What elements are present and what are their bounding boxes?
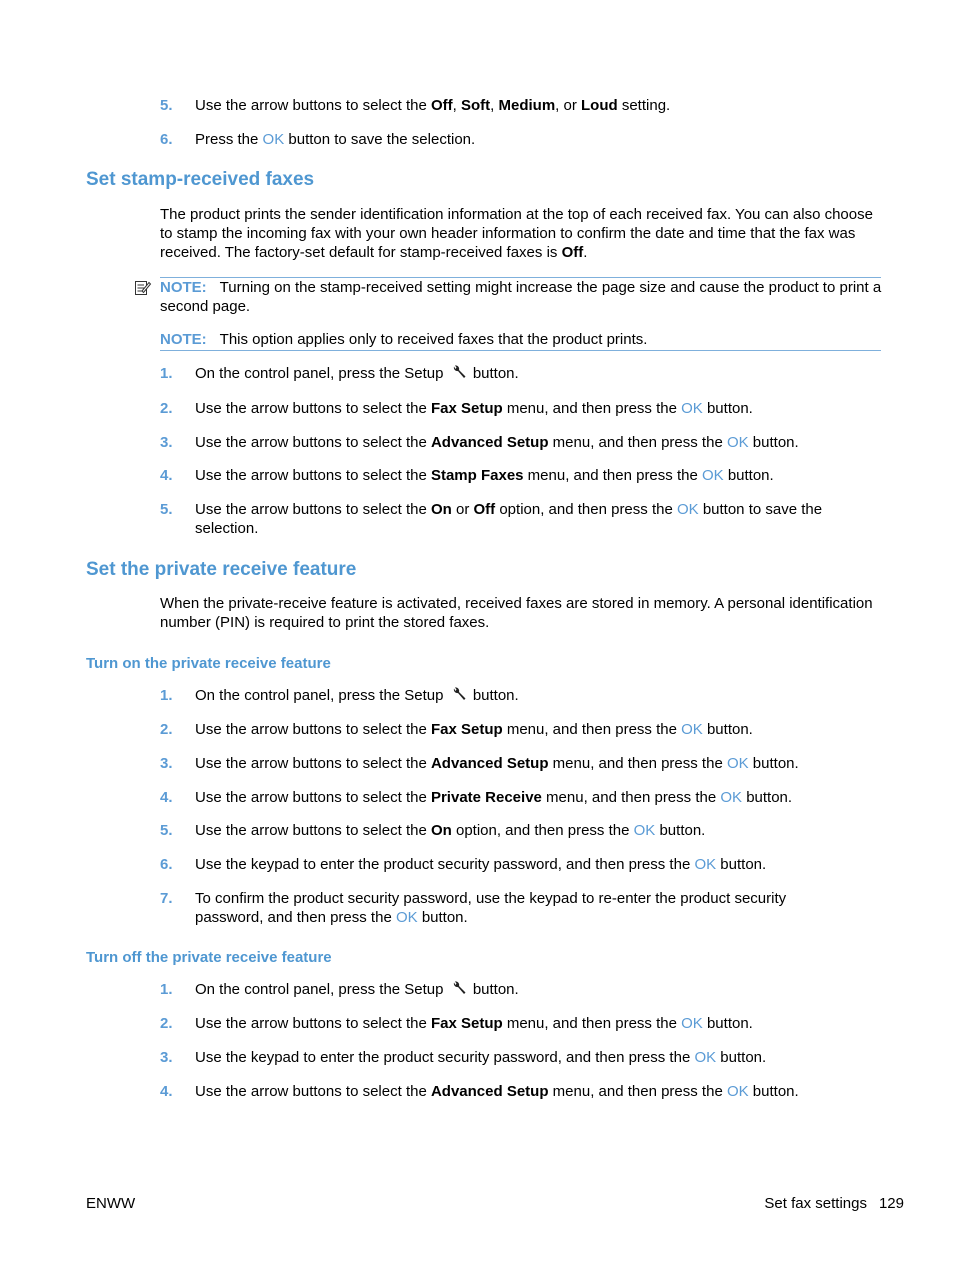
step-text: Use the arrow buttons to select the On or Off option, and then press the OK button to save the selection. bbox=[195, 501, 823, 537]
note-icon bbox=[134, 279, 152, 297]
step-text: Use the arrow buttons to select the Stamp Faxes menu, and then press the OK button. bbox=[195, 467, 774, 484]
step-number: 3. bbox=[160, 434, 173, 451]
step-number: 5. bbox=[160, 501, 173, 518]
step-text: Use the arrow buttons to select the Fax Setup menu, and then press the OK button. bbox=[195, 1015, 753, 1032]
step-text: Use the keypad to enter the product security password, and then press the OK button. bbox=[195, 856, 767, 873]
step-number: 6. bbox=[160, 856, 173, 873]
note-2: NOTE: This option applies only to received faxes that the product prints. bbox=[160, 331, 648, 348]
step-text: Use the arrow buttons to select the Advanced Setup menu, and then press the OK button. bbox=[195, 1083, 799, 1100]
step-number: 4. bbox=[160, 467, 173, 484]
note-bottom-rule bbox=[160, 350, 881, 351]
step-text: Use the arrow buttons to select the Off, Soft, Medium, or Loud setting. bbox=[195, 97, 671, 114]
page-number: 129 bbox=[878, 1195, 904, 1212]
step-text: Press the OK button to save the selection. bbox=[195, 131, 476, 148]
wrench-icon bbox=[451, 686, 467, 702]
step-number: 4. bbox=[160, 1083, 173, 1100]
step-number: 4. bbox=[160, 789, 173, 806]
step-number: 5. bbox=[160, 822, 173, 839]
stamp-intro: The product prints the sender identification information at the top of each received fax. You can also choose to stamp the incoming fax with your own header information to confirm the date and time that the fax was received. The factory-set default for stamp-received faxes is Off. bbox=[160, 206, 873, 261]
step-number: 5. bbox=[160, 97, 173, 114]
step-text: Use the arrow buttons to select the On option, and then press the OK button. bbox=[195, 822, 706, 839]
step-number: 1. bbox=[160, 981, 173, 998]
private-intro: When the private-receive feature is activated, received faxes are stored in memory. A personal identification number (PIN) is required to print the stored faxes. bbox=[160, 595, 873, 631]
footer-section: Set fax settings bbox=[764, 1195, 867, 1212]
step-text: On the control panel, press the Setup button. bbox=[195, 981, 519, 998]
step-text: On the control panel, press the Setup button. bbox=[195, 365, 519, 382]
footer-right bbox=[764, 1194, 904, 1213]
step-number: 3. bbox=[160, 755, 173, 772]
section-heading-stamp: Set stamp-received faxes bbox=[86, 169, 315, 190]
note-1: NOTE: Turning on the stamp-received setting might increase the page size and cause the product to print a second page. bbox=[160, 279, 882, 315]
footer-left: ENWW bbox=[86, 1195, 136, 1212]
step-text: Use the arrow buttons to select the Advanced Setup menu, and then press the OK button. bbox=[195, 755, 799, 772]
step-number: 2. bbox=[160, 1015, 173, 1032]
step-text: To confirm the product security password, use the keypad to re-enter the product security password, and then press the OK button. bbox=[195, 890, 787, 926]
step-text: Use the arrow buttons to select the Fax Setup menu, and then press the OK button. bbox=[195, 400, 753, 417]
step-number: 3. bbox=[160, 1049, 173, 1066]
wrench-icon bbox=[451, 364, 467, 380]
step-number: 2. bbox=[160, 400, 173, 417]
step-number: 2. bbox=[160, 721, 173, 738]
subheading-turn-off: Turn off the private receive feature bbox=[86, 949, 332, 966]
section-heading-private: Set the private receive feature bbox=[86, 559, 357, 580]
step-number: 6. bbox=[160, 131, 173, 148]
step-text: Use the arrow buttons to select the Advanced Setup menu, and then press the OK button. bbox=[195, 434, 799, 451]
step-number: 7. bbox=[160, 890, 173, 907]
wrench-icon bbox=[451, 980, 467, 996]
step-number: 1. bbox=[160, 687, 173, 704]
step-text: On the control panel, press the Setup button. bbox=[195, 687, 519, 704]
step-text: Use the arrow buttons to select the Fax Setup menu, and then press the OK button. bbox=[195, 721, 753, 738]
subheading-turn-on: Turn on the private receive feature bbox=[86, 655, 331, 672]
step-text: Use the arrow buttons to select the Private Receive menu, and then press the OK button. bbox=[195, 789, 793, 806]
step-number: 1. bbox=[160, 365, 173, 382]
step-text: Use the keypad to enter the product security password, and then press the OK button. bbox=[195, 1049, 767, 1066]
